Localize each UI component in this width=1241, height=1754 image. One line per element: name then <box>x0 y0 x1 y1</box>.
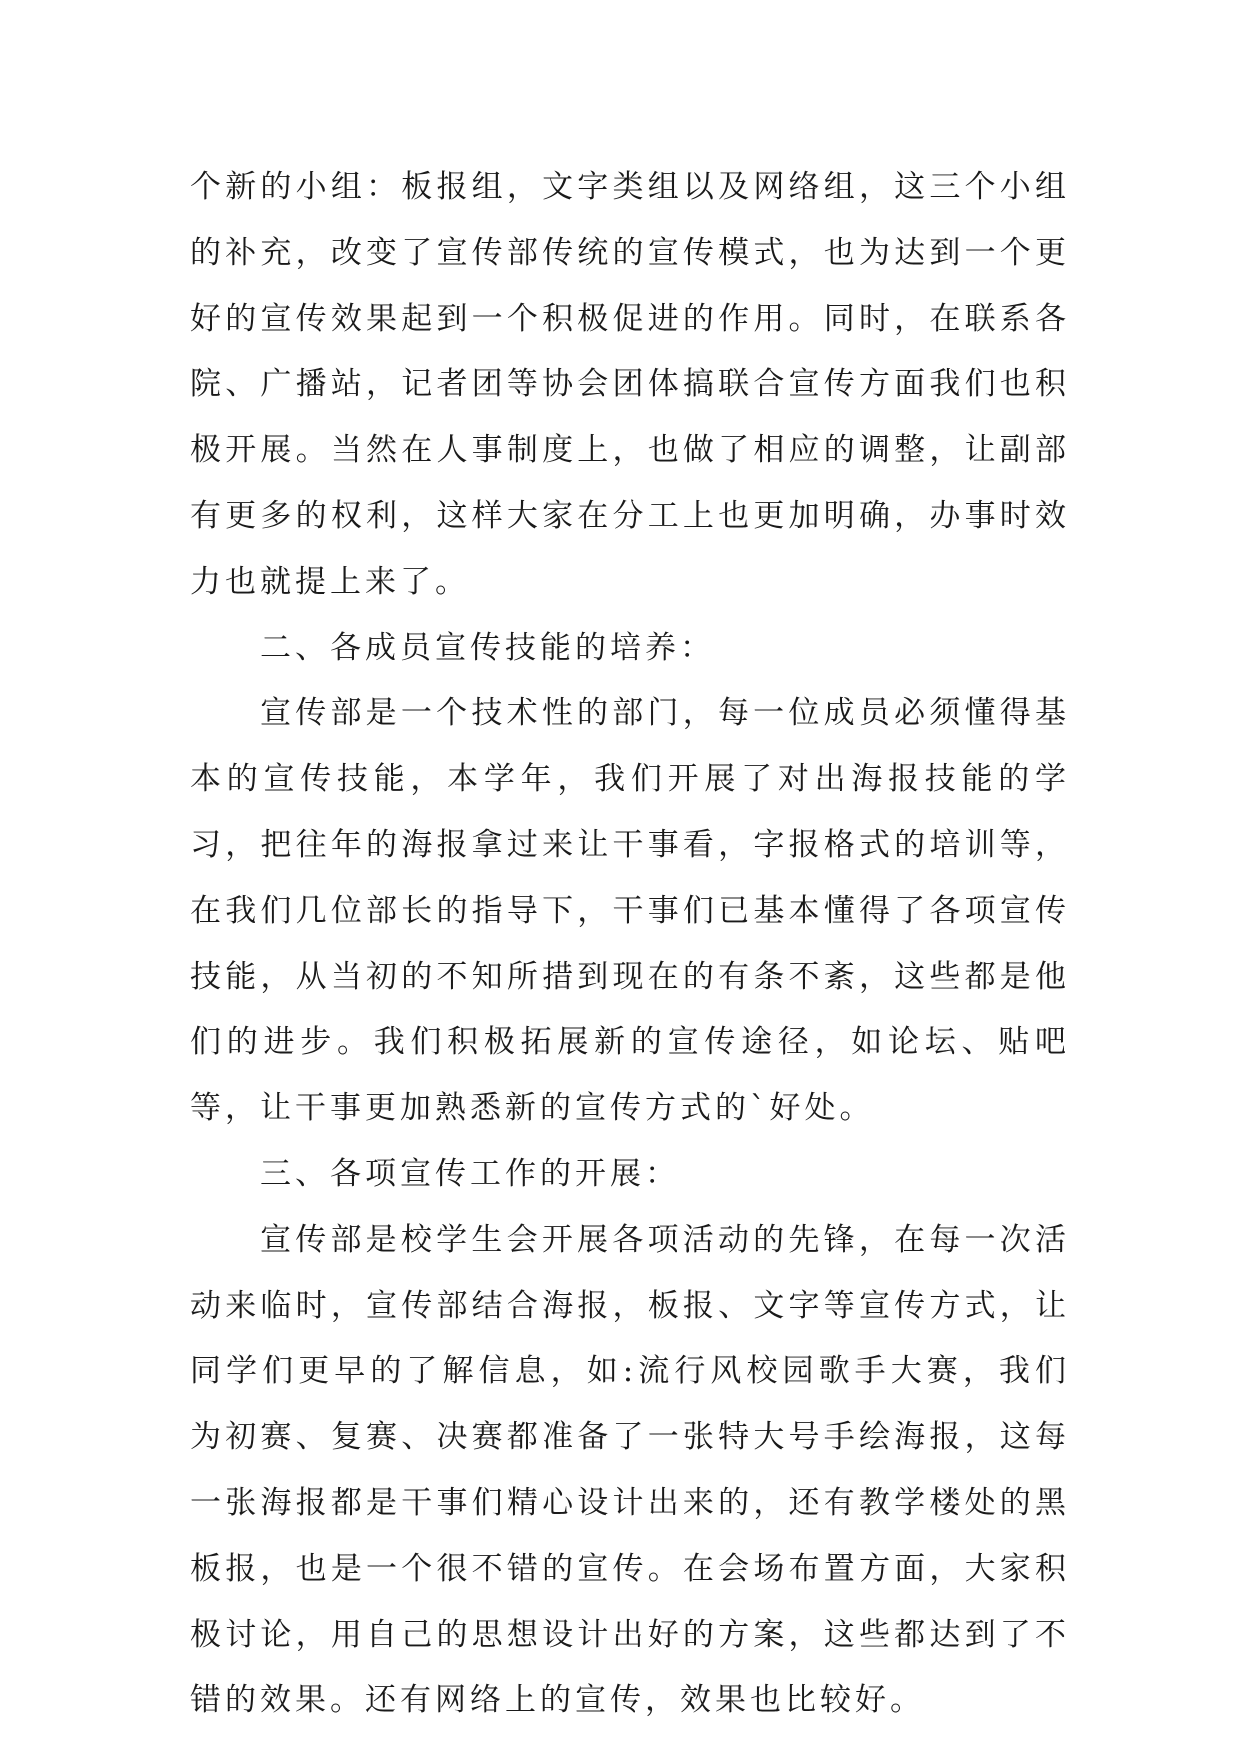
paragraph-continuation: 个新的小组：板报组，文字类组以及网络组，这三个小组的补充，改变了宣传部传统的宣传模式，也为达到一个更好的宣传效果起到一个积极促进的作用。同时，在联系各院、广播站，记者团等协会团体搞联合宣传方面我们也积极开展。当然在人事制度上，也做了相应的调整，让副部有更多的权利，这样大家在分工上也更加明确，办事时效力也就提上来了。 <box>190 169 1070 600</box>
paragraph-skills: 宣传部是一个技术性的部门，每一位成员必须懂得基本的宣传技能，本学年，我们开展了对出海报技能的学习，把往年的海报拿过来让干事看，字报格式的培训等，在我们几位部长的指导下，干事们已基本懂得了各项宣传技能，从当初的不知所措到现在的有条不紊，这些都是他们的进步。我们积极拓展新的宣传途径，如论坛、贴吧等，让干事更加熟悉新的宣传方式的`好处。 <box>190 695 1070 1127</box>
document-body <box>190 155 1070 1734</box>
section-heading-work: 三、各项宣传工作的开展： <box>260 1155 680 1192</box>
paragraph-work: 宣传部是校学生会开展各项活动的先锋，在每一次活动来临时，宣传部结合海报，板报、文字等宣传方式，让同学们更早的了解信息，如:流行风校园歌手大赛，我们为初赛、复赛、决赛都准备了一张特大号手绘海报，这每一张海报都是干事们精心设计出来的，还有教学楼处的黑板报，也是一个很不错的宣传。在会场布置方面，大家积极讨论，用自己的思想设计出好的方案，这些都达到了不错的效果。还有网络上的宣传，效果也比较好。 <box>190 1221 1070 1719</box>
section-heading-skills: 二、各成员宣传技能的培养： <box>260 629 715 666</box>
